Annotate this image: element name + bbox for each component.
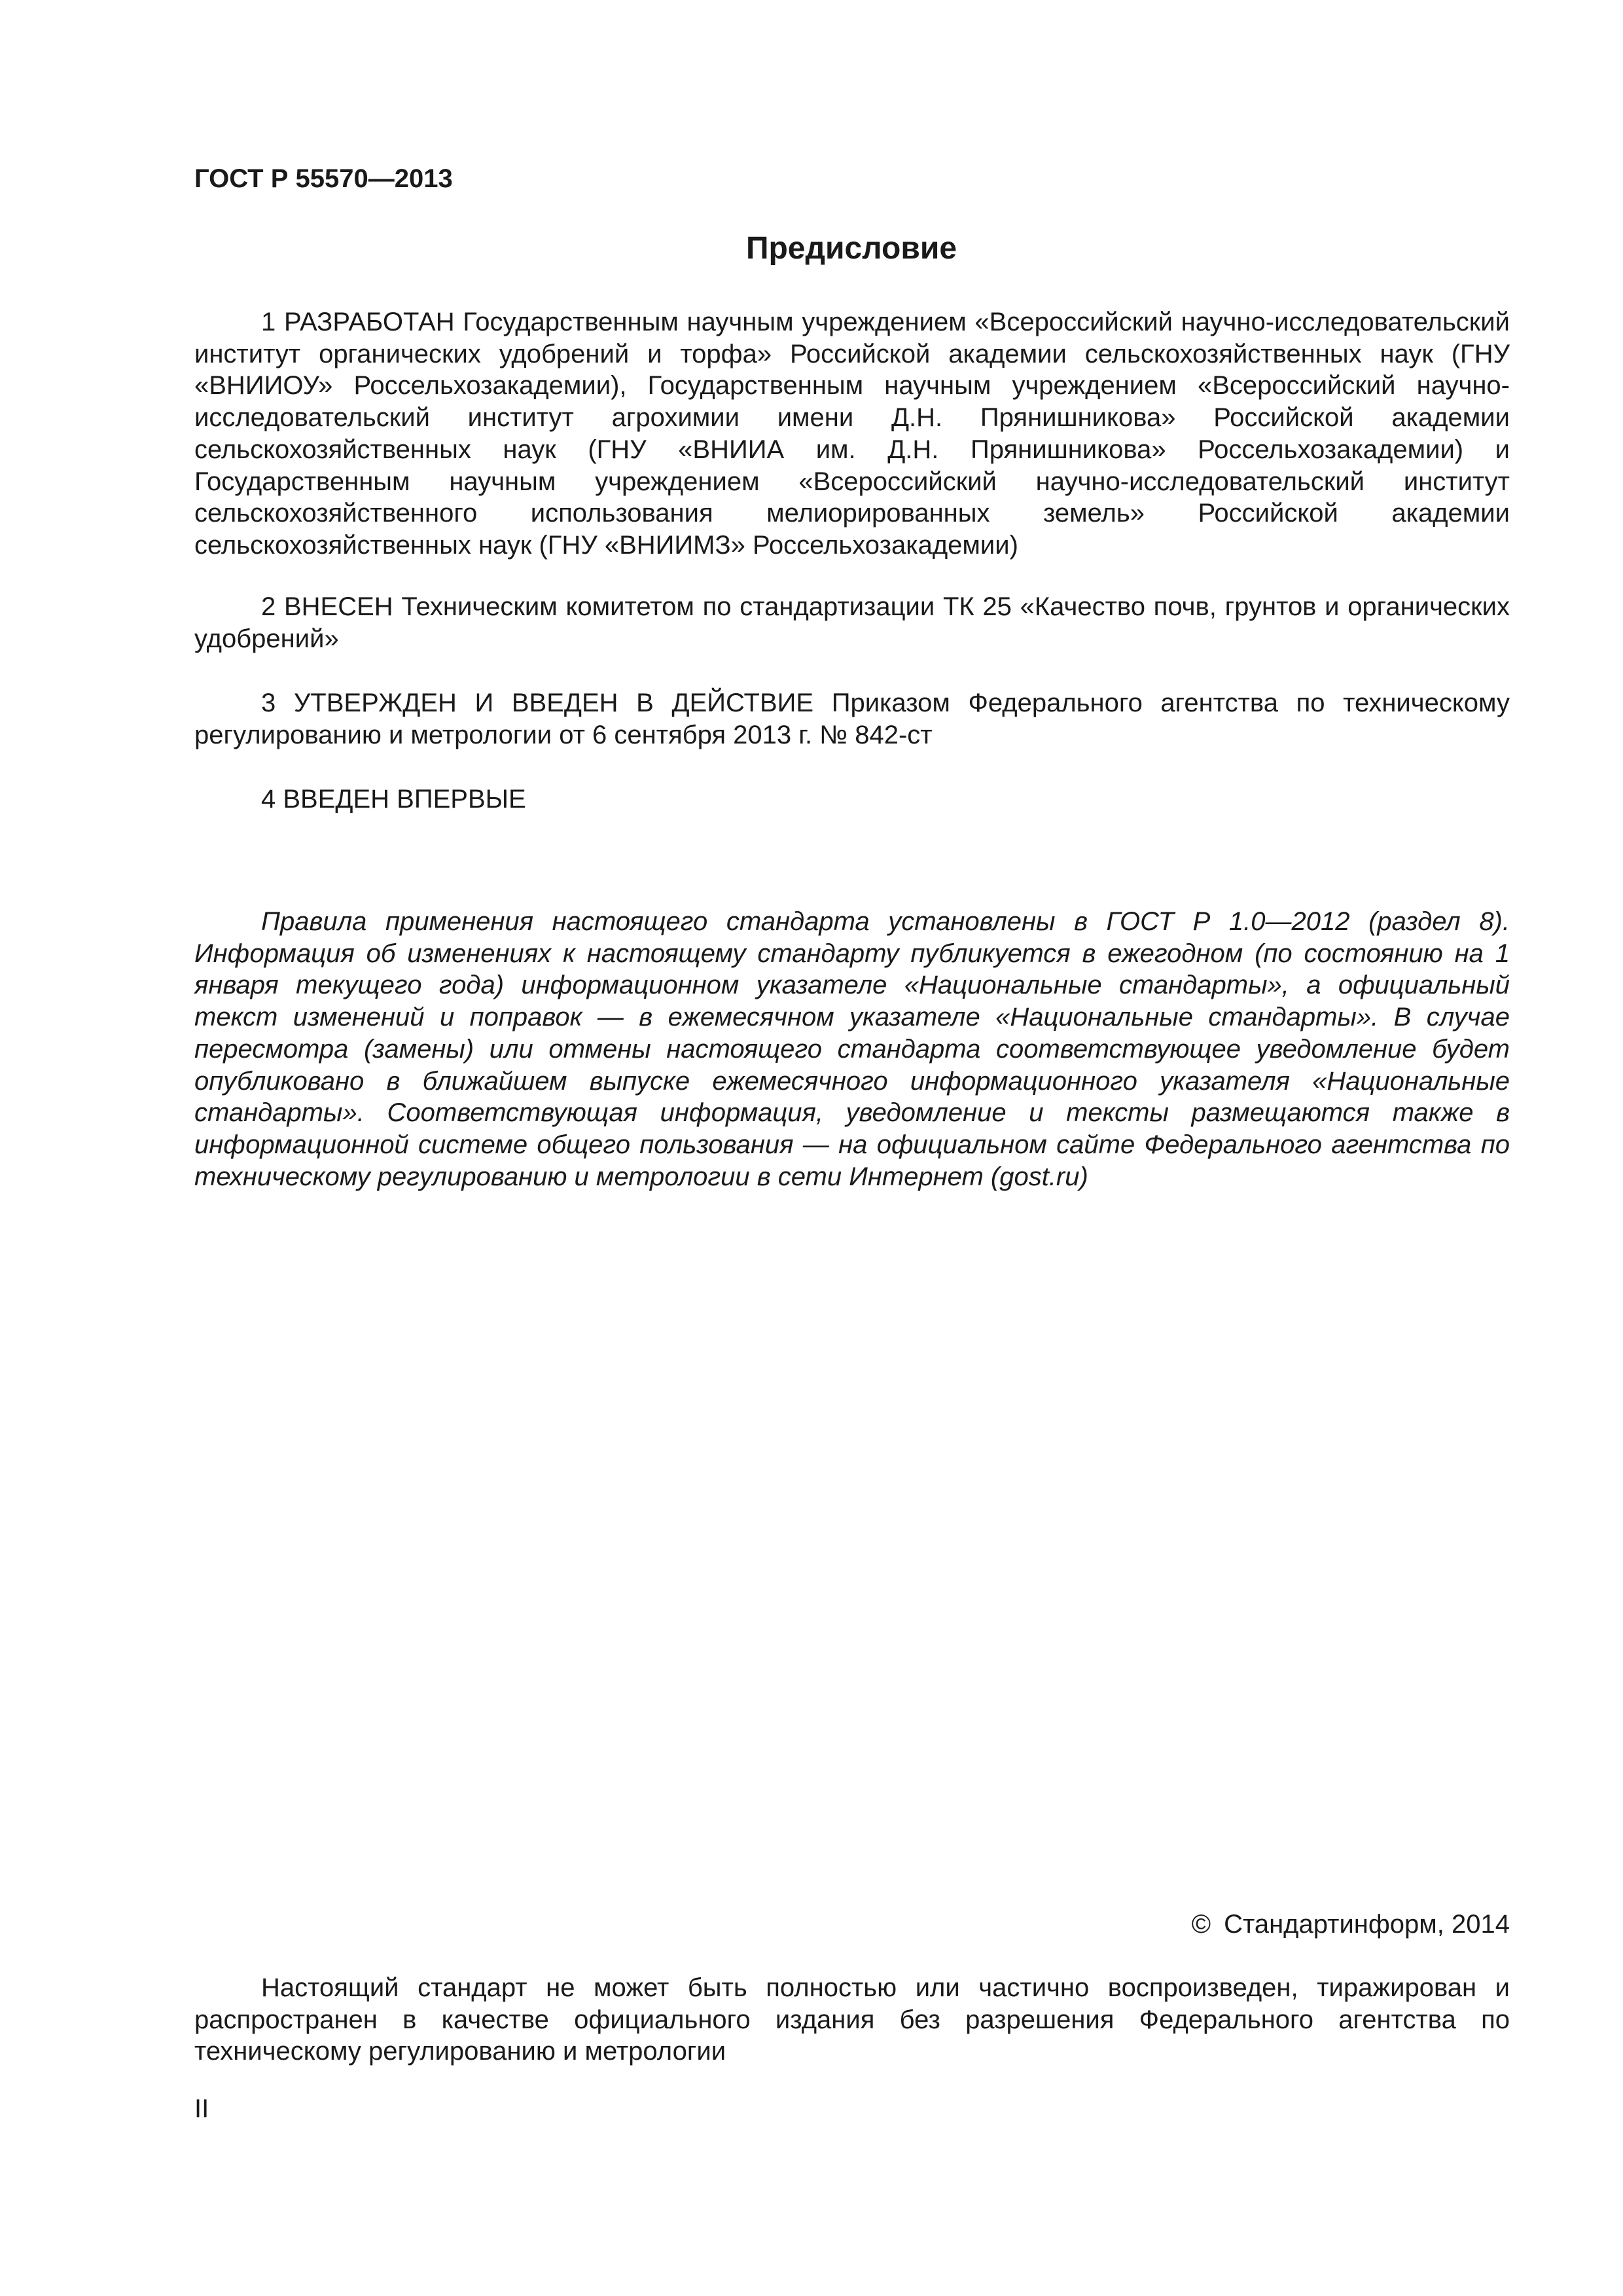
paragraph-approved: 3 УТВЕРЖДЕН И ВВЕДЕН В ДЕЙСТВИЕ Приказом Федерального агентства по техническому регулированию и метрологии от 6 сентября 2013 г. № 842-ст bbox=[194, 689, 1510, 749]
copyright-line bbox=[1113, 1908, 1510, 1941]
copyright-text: Стандартинформ, 2014 bbox=[1224, 1910, 1510, 1939]
paragraph-introduced-by: 2 ВНЕСЕН Техническим комитетом по стандартизации ТК 25 «Качество почв, грунтов и органических удобрений» bbox=[194, 592, 1510, 653]
paragraph-developed-by: 1 РАЗРАБОТАН Государственным научным учреждением «Всероссийский научно-исследовательский институт органических удобрений и торфа» Российской академии сельскохозяйственных наук (ГНУ «ВНИИОУ» Россельхозакадемии), Государственным научным учреждением «Всероссийский научно-исследовательский институт агрохимии имени Д.Н. Прянишникова» Российской академии сельскохозяйственных наук (ГНУ «ВНИИА им. Д.Н. Прянишникова» Россельхозакадемии) и Государственным научным учреждением «Всероссийский научно-исследовательский институт сельскохозяйственного использования мелиорированных земель» Российской академии сельскохозяйственных наук (ГНУ «ВНИИМЗ» Россельхозакадемии) bbox=[194, 308, 1510, 560]
copyright-icon: © bbox=[1191, 1910, 1211, 1939]
rights-notice: Настоящий стандарт не может быть полностью или частично воспроизведен, тиражирован и распространен в качестве официального издания без разрешения Федерального агентства по техническому регулированию и метрологии bbox=[194, 1973, 1510, 2066]
document-code: ГОСТ Р 55570—2013 bbox=[194, 164, 453, 193]
application-rules-note: Правила применения настоящего стандарта установлены в ГОСТ Р 1.0—2012 (раздел 8). Информация об изменениях к настоящему стандарту публикуется в ежегодном (по состоянию на 1 января текущего года) информационном указателе «Национальные стандарты», а официальный текст изменений и поправок — в ежемесячном указателе «Национальные стандарты». В случае пересмотра (замены) или отмены настоящего стандарта соответствующее уведомление будет опубликовано в ближайшем выпуске ежемесячного информационного указателя «Национальные стандарты». Соответствующая информация, уведомление и тексты размещаются также в информационной системе общего пользования — на официальном сайте Федерального агентства по техническому регулированию и метрологии в сети Интернет (gost.ru) bbox=[194, 907, 1510, 1191]
paragraph-first-introduced: 4 ВВЕДЕН ВПЕРВЫЕ bbox=[261, 785, 526, 814]
page-title: Предисловие bbox=[745, 231, 957, 266]
page-number: II bbox=[194, 2094, 209, 2123]
